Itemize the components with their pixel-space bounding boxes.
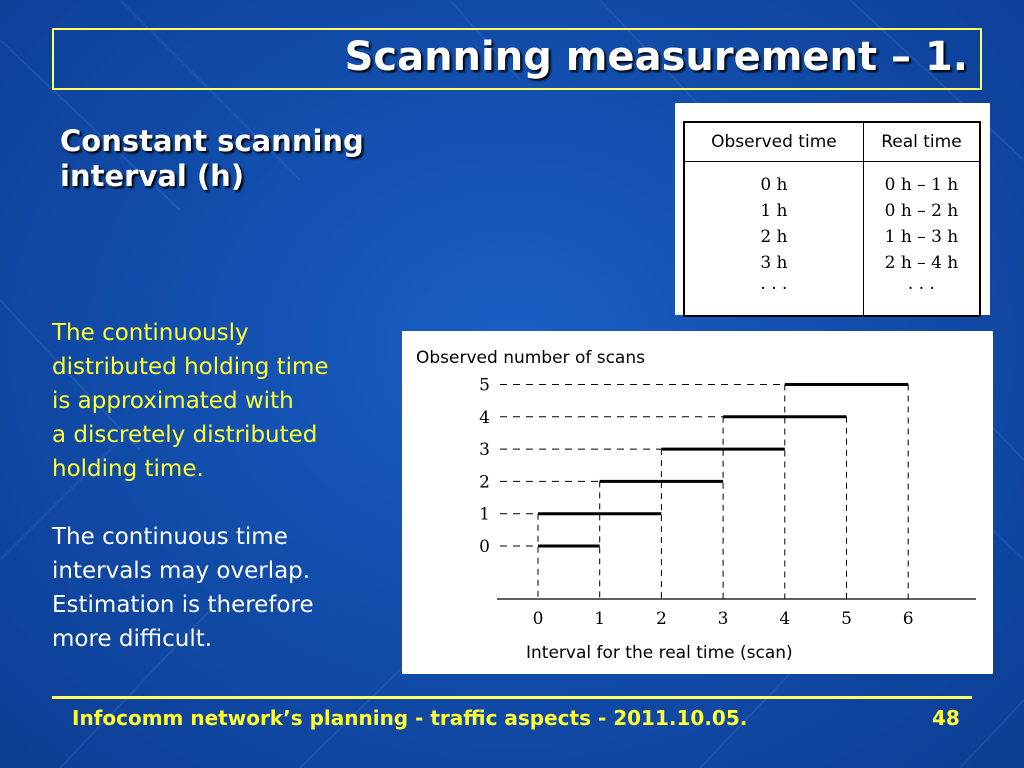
paragraph-overlap [52, 520, 402, 656]
y-tick-label: 0 [479, 537, 490, 557]
x-tick-label: 0 [532, 609, 544, 629]
chart-xlabel: Interval for the real time (scan) [526, 643, 793, 663]
page-title: Scanning measurement – 1. [344, 34, 968, 80]
x-tick-label: 3 [717, 609, 729, 629]
table-cell: 1 h – 3 h [884, 227, 959, 247]
chart-ylabel: Observed number of scans [416, 348, 645, 368]
table-cell: 3 h [760, 253, 788, 273]
page-number: 48 [932, 706, 960, 730]
paragraph-approximation [52, 316, 402, 486]
x-tick-label: 5 [841, 609, 852, 629]
table-cell: 2 h [760, 227, 788, 247]
table-header-real: Real time [863, 122, 980, 162]
y-tick-label: 2 [479, 472, 490, 493]
text-line: a discretely distributed [52, 422, 318, 448]
y-tick-label: 4 [479, 407, 490, 428]
table-cell: 1 h [760, 201, 788, 221]
x-tick-label: 2 [655, 609, 667, 629]
time-table-panel [675, 103, 990, 315]
text-line: intervals may overlap. [52, 558, 311, 584]
table-cell: 0 h [760, 175, 788, 195]
table-cell: · · · [907, 279, 935, 299]
text-line: distributed holding time [52, 354, 329, 380]
table-cell: 0 h – 2 h [884, 201, 959, 221]
x-tick-label: 1 [594, 609, 606, 629]
time-table [683, 121, 981, 317]
scan-chart-panel [402, 331, 993, 674]
observed-column [684, 162, 863, 317]
title-box [52, 28, 982, 90]
footer-divider [52, 696, 972, 699]
x-tick-label: 4 [779, 609, 791, 629]
subheading-line: Constant scanning [60, 124, 364, 158]
table-cell: · · · [760, 279, 788, 299]
text-line: The continuous time [52, 524, 288, 550]
real-column [863, 162, 980, 317]
text-line: Estimation is therefore [52, 592, 314, 618]
footer-text: Infocomm network’s planning - traffic aspects - 2011.10.05. [72, 706, 748, 730]
subheading [60, 124, 440, 194]
scan-chart [402, 331, 993, 674]
text-line: holding time. [52, 456, 204, 482]
y-tick-label: 5 [479, 375, 490, 396]
text-line: is approximated with [52, 388, 294, 414]
y-tick-label: 3 [479, 440, 490, 461]
x-tick-label: 6 [902, 609, 914, 629]
text-line: The continuously [52, 320, 249, 346]
text-line: more difficult. [52, 626, 213, 652]
table-header-observed: Observed time [684, 122, 863, 162]
table-cell: 2 h – 4 h [884, 253, 959, 273]
subheading-line: interval (h) [60, 159, 245, 193]
table-cell: 0 h – 1 h [884, 175, 959, 195]
y-tick-label: 1 [479, 504, 490, 525]
